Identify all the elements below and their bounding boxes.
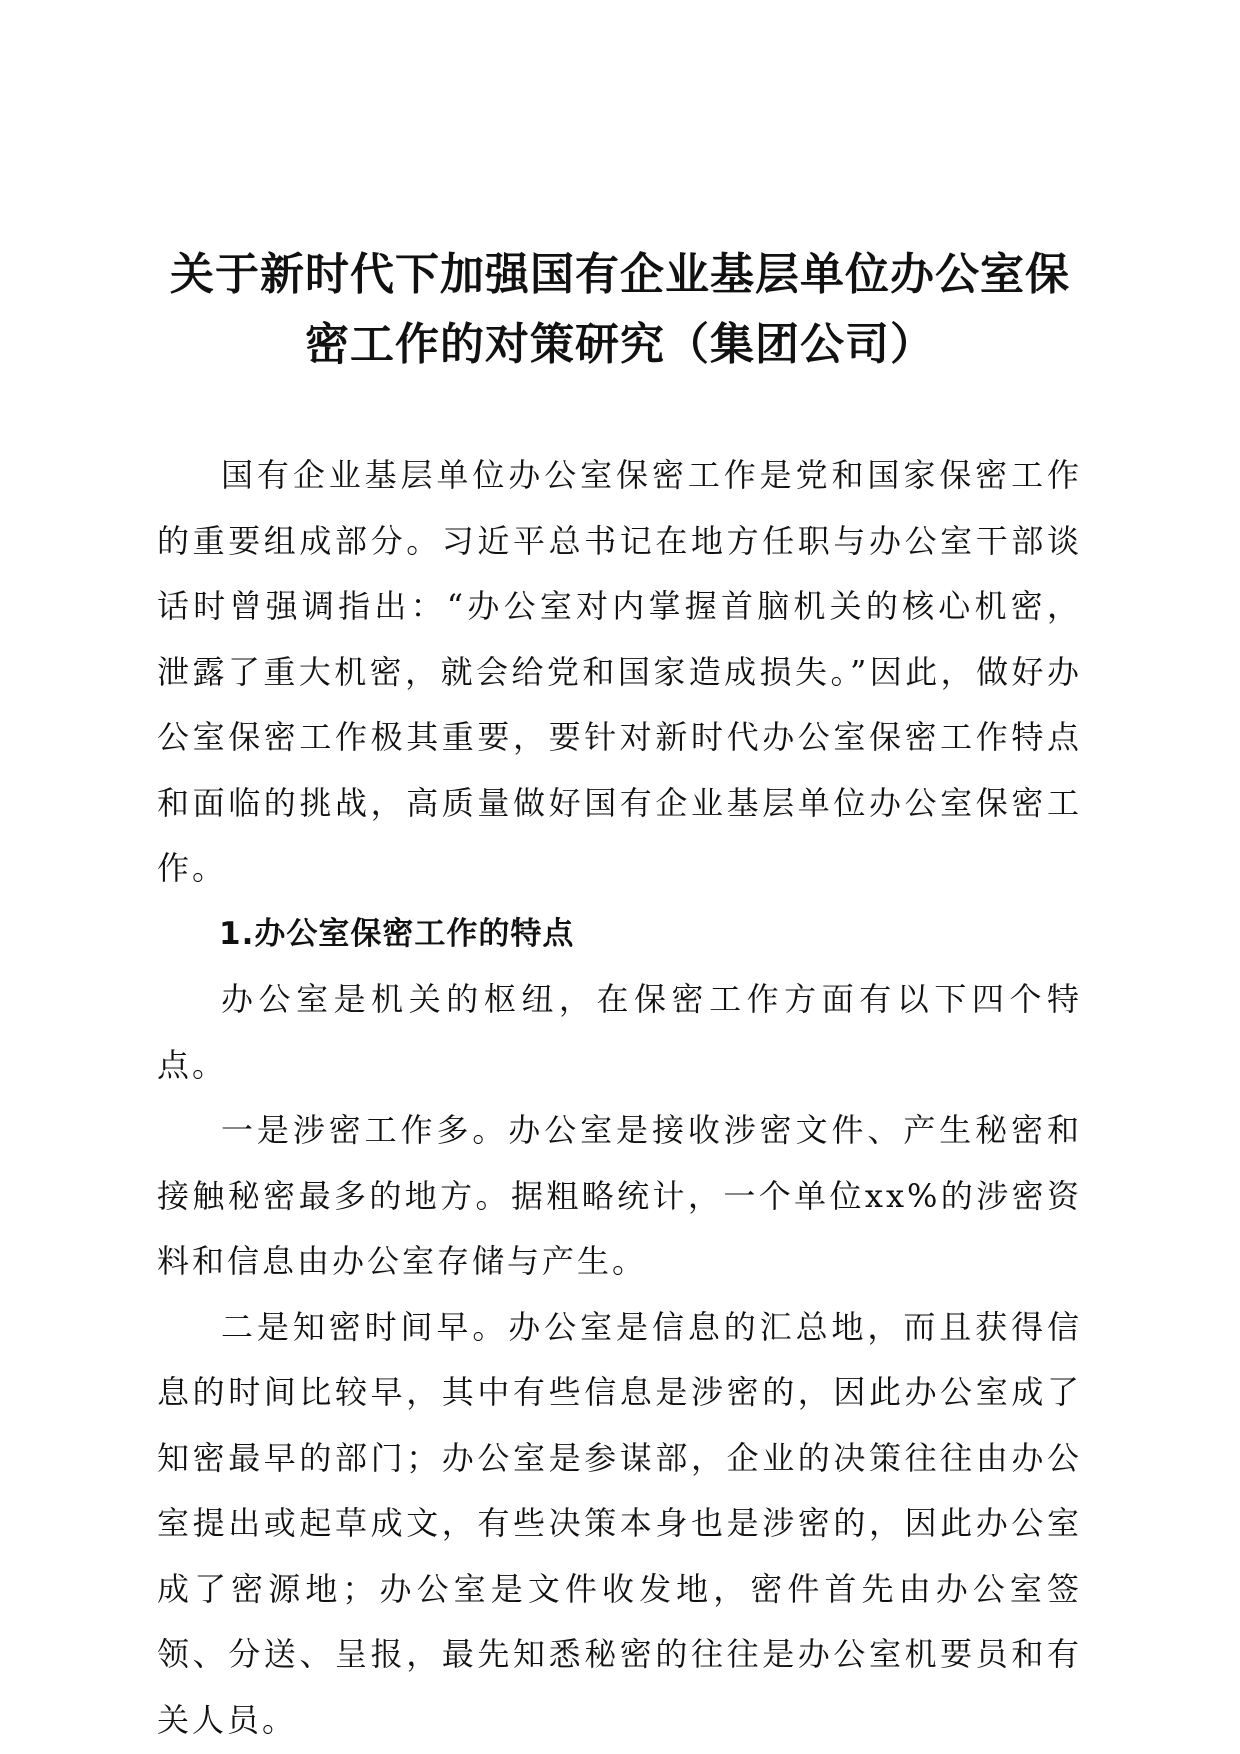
- title-line-1: 关于新时代下加强国有企业基层单位办公室保: [170, 249, 1070, 300]
- section-heading: 1.办公室保密工作的特点: [219, 915, 575, 952]
- document-title: [150, 240, 1090, 380]
- paragraph-point-2: 二是知密时间早。办公室是信息的汇总地，而且获得信息的时间比较早，其中有些信息是涉密的，因此办公室成了知密最早的部门；办公室是参谋部，企业的决策往往由办公室提出或起草成文，有些决策本身也是涉密的，因此办公室成了密源地；办公室是文件收发地，密件首先由办公室签领、分送、呈报，最先知悉秘密的往往是办公室机要员和有关人员。: [157, 1307, 1082, 1739]
- paragraph-intro: 国有企业基层单位办公室保密工作是党和国家保密工作的重要组成部分。习近平总书记在地方任职与办公室干部谈话时曾强调指出：“办公室对内掌握首脑机关的核心机密，泄露了重大机密，就会给党和国家造成损失。”因此，做好办公室保密工作极其重要，要针对新时代办公室保密工作特点和面临的挑战，高质量做好国有企业基层单位办公室保密工作。: [157, 456, 1082, 887]
- paragraph-overview: 办公室是机关的枢纽，在保密工作方面有以下四个特点。: [157, 980, 1082, 1084]
- paragraph-point-1: 一是涉密工作多。办公室是接收涉密文件、产生秘密和接触秘密最多的地方。据粗略统计，一个单位xx%的涉密资料和信息由办公室存储与产生。: [157, 1111, 1082, 1280]
- document-body: [157, 443, 1082, 1753]
- title-line-2: 密工作的对策研究（集团公司）: [305, 319, 935, 370]
